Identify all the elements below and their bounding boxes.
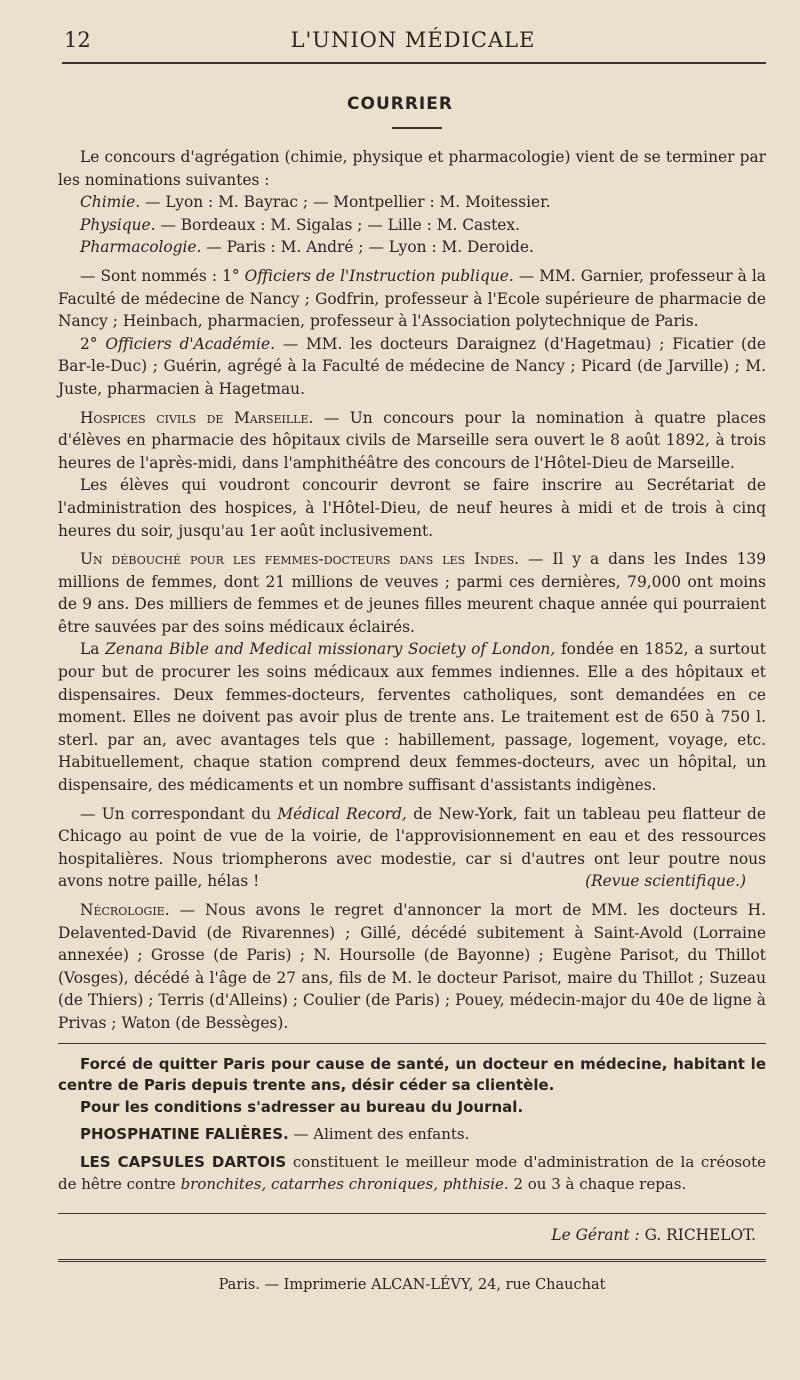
ad-clientele: Forcé de quitter Paris pour cause de santé, un docteur en médecine, habitant le centre de Paris depuis trente ans, désir céder sa clientèle.: [58, 1054, 766, 1095]
section-title: COURRIER: [347, 94, 453, 114]
nominations-officiers-instruction: [58, 265, 766, 333]
ad-phosphatine: [58, 1124, 766, 1146]
agregation-chimie: [58, 191, 766, 214]
indes-zenana: [58, 638, 766, 796]
section-divider: [58, 1043, 766, 1044]
imprint-divider: [58, 1259, 766, 1262]
agregation-intro: Le concours d'agrégation (chimie, physique et pharmacologie) vient de se terminer par les nominations suivantes :: [58, 148, 766, 189]
ad-conditions: Pour les conditions s'adresser au bureau du Journal.: [80, 1097, 524, 1116]
marseille-inscription: Les élèves qui voudront concourir devront se faire inscrire au Secrétariat de l'administration des hospices, à l'Hôtel-Dieu, de neuf heures à midi et de trois à cinq heures du soir, jusqu'au 1er août inclusivement.: [58, 476, 766, 540]
capsules-dosage: 2 ou 3 à chaque repas.: [508, 1174, 687, 1193]
chicago-text: de New-York, fait un tableau peu flatteur de Chicago au point de vue de la voirie, de l'approvisionnement en eau et des ressources hospitalières. Nous triompherons avec modestie, car si d'autres ont leur poutre nous avons notre paille, hélas !: [58, 804, 766, 891]
article-body: [58, 146, 766, 1296]
chicago-source: (Revue scientifique.): [585, 872, 746, 891]
pharmacologie-text: — Paris : M. André ; — Lyon : M. Deroide.: [201, 238, 534, 257]
page-number: 12: [64, 28, 91, 52]
gerant-signature: [58, 1224, 766, 1247]
physique-text: — Bordeaux : M. Sigalas ; — Lille : M. Castex.: [155, 215, 520, 234]
imprint-line: Paris. — Imprimerie ALCAN-LÉVY, 24, rue Chauchat: [218, 1276, 606, 1293]
necrologie-paragraph: [58, 899, 766, 1035]
phosphatine-desc: — Aliment des enfants.: [288, 1125, 470, 1144]
academie-label: Officiers d'Académie.: [105, 334, 275, 353]
agregation-pharmacologie: [58, 236, 766, 259]
footer-divider: [58, 1213, 766, 1214]
academie-text: — MM. les docteurs Daraignez (d'Hagetmau) ; Ficatier (de Bar-le-Duc) ; Guérin, agrégé à la Faculté de médecine de Nancy ; Picard (de Jarville) ; M. Juste, pharmacien à Hagetmau.: [58, 334, 766, 398]
instruction-text: — MM. Garnier, professeur à la Faculté de médecine de Nancy ; Godfrin, professeur à l'Ecole supérieure de pharmacie de Nancy ; Heinbach, pharmacien, professeur à l'Association polytechnique de Paris.: [58, 266, 766, 331]
chicago-prefix: — Un correspondant du: [80, 804, 278, 823]
zenana-society: Zenana Bible and Medical missionary Society of London,: [105, 640, 556, 659]
necrologie-text: — Nous avons le regret d'annoncer la mort de MM. les docteurs H. Delavented-David (de Rivarennes) ; Gillé, décédé subitement à Saint-Avold (Lorraine annexée) ; Grosse (de Paris) ; N. Hoursolle (de Bayonne) ; Eugène Parisot, du Thillot (Vosges), décédé à l'âge de 27 ans, fils de M. le docteur Parisot, maire du Thillot ; Suzeau (de Thiers) ; Terris (d'Alleins) ; Coulier (de Paris) ; Pouey, médecin-major du 40e de ligne à Privas ; Waton (de Bessèges).: [58, 901, 766, 1032]
capsules-desc: constituent le meilleur mode d'administration de la créosote de hêtre contre: [58, 1152, 766, 1193]
marseille-text: — Un concours pour la nomination à quatre places d'élèves en pharmacie des hôpitaux civils de Marseille sera ouvert le 8 août 1892, à trois heures de l'après-midi, dans l'amphithéâtre des concours de l'Hôtel-Dieu de Marseille.: [58, 408, 766, 472]
indes-paragraph: [58, 548, 766, 638]
ad-capsules: [58, 1152, 766, 1195]
nominations-intro: — Sont nommés : 1°: [80, 266, 245, 285]
chicago-paragraph: [58, 803, 766, 893]
nominations-officiers-academie: [58, 333, 766, 401]
header-rule: [62, 62, 766, 64]
gerant-label: Le Gérant :: [551, 1226, 640, 1245]
necrologie-heading: Nécrologie.: [80, 901, 170, 919]
gerant-name: G. RICHELOT.: [644, 1226, 756, 1245]
phosphatine-name: PHOSPHATINE FALIÈRES.: [80, 1125, 289, 1144]
indes-text: — Il y a dans les Indes 139 millions de femmes, dont 21 millions de veuves ; parmi ces dernières, 79,000 ont moins de 9 ans. Des milliers de femmes et de jeunes filles meurent chaque année qui pourraient être sauvées par des soins médicaux éclairés.: [58, 550, 766, 636]
capsules-diseases: bronchites, catarrhes chroniques, phthisie.: [180, 1174, 509, 1193]
title-rule: [392, 127, 442, 129]
marseille-paragraph: [58, 407, 766, 475]
agregation-physique: [58, 214, 766, 237]
journal-title: L'UNION MÉDICALE: [290, 28, 536, 52]
academie-number: 2°: [80, 334, 106, 353]
pharmacologie-label: Pharmacologie.: [80, 238, 202, 257]
chimie-text: — Lyon : M. Bayrac ; — Montpellier : M. Moitessier.: [140, 193, 551, 212]
medical-record-title: Médical Record,: [277, 804, 407, 823]
physique-label: Physique.: [80, 215, 156, 234]
instruction-label: Officiers de l'Instruction publique.: [244, 266, 514, 285]
zenana-text: fondée en 1852, a surtout pour but de procurer les soins médicaux aux femmes indiennes. Elle a des hôpitaux et dispensaires. Deux femmes-docteurs, ferventes catholiques, sont demandées en ce moment. Elles ne doivent pas avoir plus de trente ans. Le traitement est de 650 à 750 l. sterl. par an, avec avantages tels que : habillement, passage, logement, voyage, etc. Habituellement, chaque station comprend deux femmes-docteurs, avec un hôpital, un dispensaire, des médicaments et un nombre suffisant d'assistants indigènes.: [58, 640, 766, 795]
zenana-prefix: La: [80, 640, 106, 659]
chimie-label: Chimie.: [80, 193, 141, 212]
indes-heading: Un débouché pour les femmes-docteurs dans les Indes.: [80, 550, 520, 569]
capsules-name: LES CAPSULES DARTOIS: [80, 1152, 287, 1171]
marseille-heading: Hospices civils de Marseille.: [80, 408, 314, 427]
page-header: [60, 28, 766, 56]
